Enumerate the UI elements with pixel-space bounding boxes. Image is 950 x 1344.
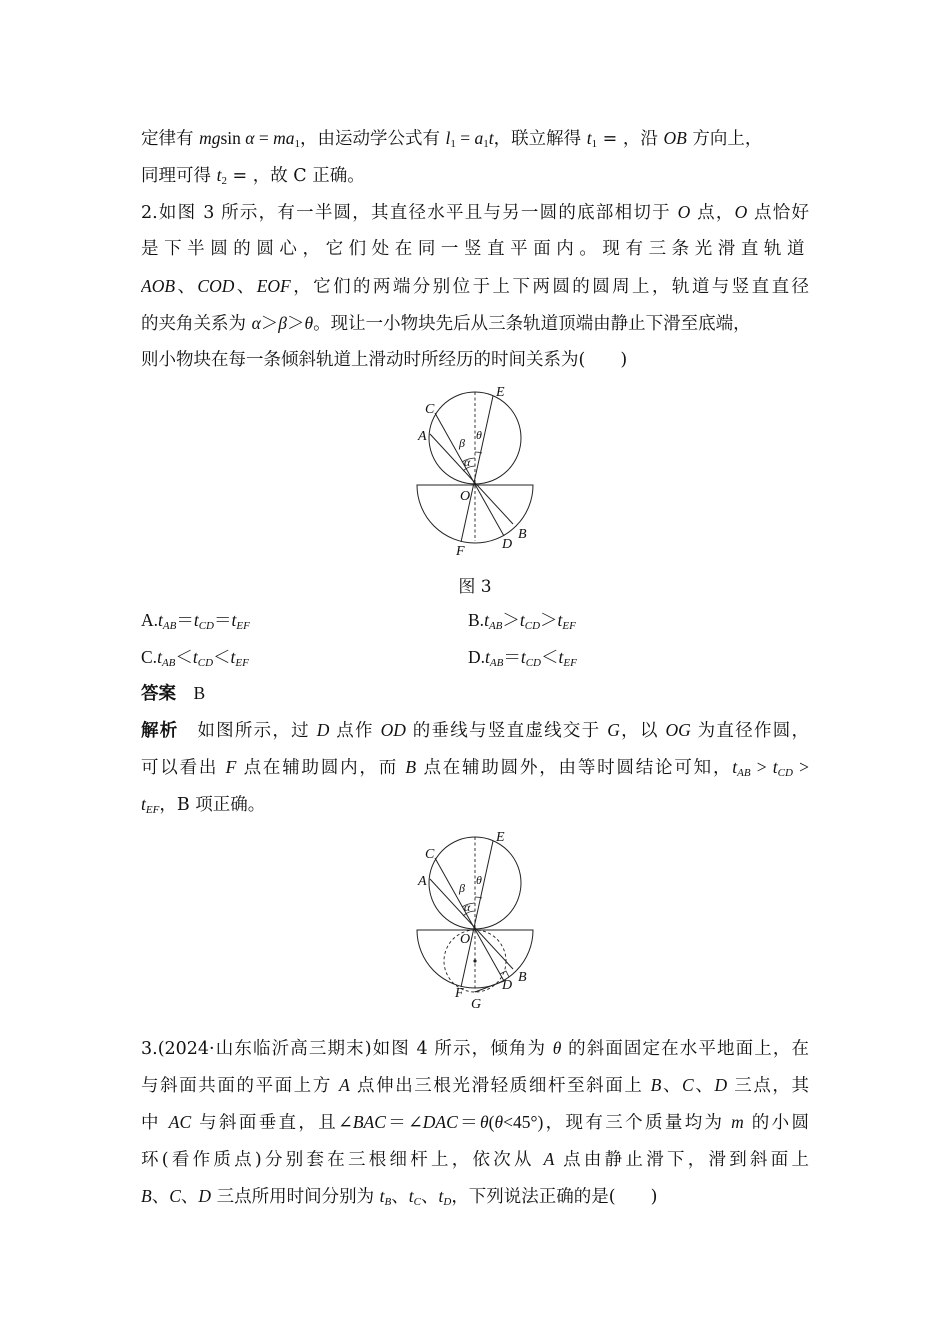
label-F: F	[455, 986, 464, 1001]
option-c: $C.t_{AB}<t_{CD}<t_{EF}$	[141, 647, 249, 669]
option-b: $B.t_{AB}>t_{CD}>t_{EF}$	[468, 610, 576, 632]
label-E: E	[496, 830, 505, 845]
label-F: F	[456, 544, 465, 559]
label-theta: θ	[476, 873, 482, 887]
figure-3	[405, 378, 545, 564]
analysis-line-1: 解析 如图所示，过 D 点作 OD 的垂线与竖直虚线交于 G，以 OG 为直径作圆，	[141, 720, 809, 741]
label-A: A	[418, 429, 427, 444]
label-beta: β	[459, 881, 465, 895]
track-cod	[435, 413, 504, 536]
q3-line-3: 中 AC 与斜面垂直，且∠BAC＝∠DAC＝θ(θ<45°)，现有三个质量均为 m 的小圆	[141, 1112, 809, 1133]
label-theta: θ	[476, 428, 482, 442]
q2-line-4: 的夹角关系为 α＞β＞θ。现让一小物块先后从三条轨道顶端由静止下滑至底端，	[141, 313, 751, 334]
track-cod	[435, 858, 504, 981]
answer-value: B	[193, 683, 206, 703]
label-B: B	[518, 527, 527, 542]
perpendicular-dg	[475, 981, 504, 992]
q2-line-5: 则小物块在每一条倾斜轨道上滑动时所经历的时间关系为( )	[141, 350, 628, 370]
intro-line-1: 定律有 mgsin $\alpha = ma_1$，由运动学公式有 $l_1 = a_1t$，联立解得 $t_1$ = ，沿 OB 方向上，	[141, 128, 763, 150]
analysis-figure	[405, 823, 545, 1013]
analysis-line-2: 可以看出 F 点在辅助圆内，而 B 点在辅助圆外，由等时圆结论可知，$t_{AB} > t_{CD}$ >	[141, 757, 809, 779]
analysis-label: 解析	[141, 721, 179, 741]
label-O: O	[460, 932, 471, 947]
q3-line-5: B、C、D 三点所用时间分别为 $t_B$、$t_C$、$t_D$，下列说法正确的是( )	[141, 1186, 658, 1208]
label-O: O	[460, 489, 471, 504]
option-a: $A.t_{AB}=t_{CD}=t_{EF}$	[141, 610, 250, 632]
q3-line-4: 环(看作质点)分别套在三根细杆上，依次从 A 点由静止滑下，滑到斜面上	[141, 1149, 809, 1170]
label-C: C	[425, 847, 435, 862]
analysis-line-3: $t_{EF}$，B 项正确。	[141, 794, 266, 816]
label-beta: β	[459, 436, 465, 450]
answer-line	[141, 681, 809, 706]
track-aob	[430, 434, 513, 524]
aux-circle-center	[473, 959, 476, 962]
label-G: G	[471, 997, 482, 1012]
q2-line-2: 是下半圆的圆心，它们处在同一竖直平面内。现有三条光滑直轨道	[141, 239, 809, 259]
label-B: B	[518, 970, 527, 985]
label-alpha: α	[464, 455, 471, 469]
option-d: $D.t_{AB}=t_{CD}<t_{EF}$	[468, 647, 577, 669]
track-aob	[430, 879, 513, 969]
label-C: C	[425, 402, 435, 417]
figure-3-caption: 图 3	[458, 577, 492, 597]
label-E: E	[496, 385, 505, 400]
label-D: D	[502, 537, 513, 552]
label-alpha: α	[464, 900, 471, 914]
q2-line-3: AOB、COD、EOF，它们的两端分别位于上下两圆的圆周上，轨道与竖直直径	[141, 276, 809, 297]
answer-label: 答案	[141, 684, 176, 704]
q2-line-1: 2.如图 3 所示，有一半圆，其直径水平且与另一圆的底部相切于 O 点，O 点恰好	[141, 202, 809, 223]
q3-line-1: 3.(2024·山东临沂高三期末)如图 4 所示，倾角为 θ 的斜面固定在水平地面上，在	[141, 1038, 809, 1059]
q3-line-2: 与斜面共面的平面上方 A 点伸出三根光滑轻质细杆至斜面上 B、C、D 三点，其	[141, 1075, 809, 1096]
label-A: A	[418, 874, 427, 889]
label-D: D	[502, 978, 513, 993]
intro-line-2: 同理可得 $t_2$ = ，故 C 正确。	[141, 165, 365, 187]
